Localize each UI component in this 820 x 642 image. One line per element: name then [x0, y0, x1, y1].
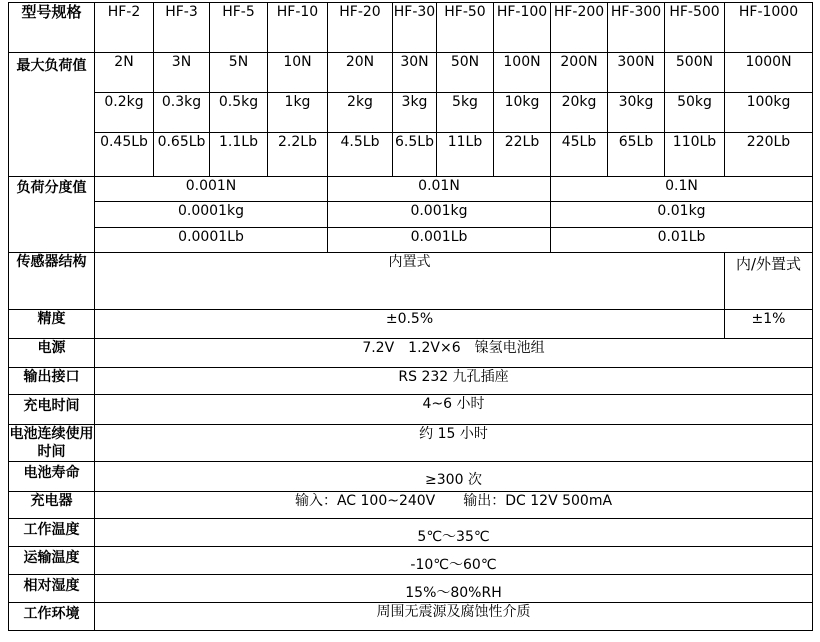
model-cell: HF-1000	[725, 3, 813, 53]
output-port-row	[9, 368, 813, 395]
battery-life-row	[9, 462, 813, 492]
max-load-cell: 1000N	[725, 53, 813, 93]
model-cell: HF-20	[328, 3, 393, 53]
resolution-cell: 0.01Lb	[551, 228, 813, 253]
resolution-kg-row	[9, 202, 813, 228]
model-cell: HF-10	[268, 3, 328, 53]
max-load-cell: 65Lb	[608, 133, 665, 177]
max-load-cell: 3kg	[393, 93, 437, 133]
model-cell: HF-200	[551, 3, 608, 53]
charger-row	[9, 492, 813, 519]
environment-row	[9, 603, 813, 631]
battery-life-value: ≥300 次	[95, 462, 813, 492]
max-load-cell: 3N	[154, 53, 210, 93]
max-load-cell: 2.2Lb	[268, 133, 328, 177]
max-load-lb-row	[9, 133, 813, 177]
max-load-cell: 500N	[665, 53, 725, 93]
max-load-cell: 0.45Lb	[95, 133, 154, 177]
max-load-cell: 5N	[210, 53, 268, 93]
accuracy-value: ±0.5%	[95, 310, 725, 339]
charge-time-value: 4~6 小时	[95, 395, 813, 425]
battery-use-label: 电池连续使用时间	[9, 426, 94, 460]
power-value: 7.2V 1.2V×6 镍氢电池组	[95, 339, 813, 368]
charger-value: 输入：AC 100~240V 输出：DC 12V 500mA	[95, 492, 813, 519]
accuracy-side-value: ±1%	[725, 310, 813, 339]
sensor-value: 内置式	[95, 253, 725, 310]
max-load-cell: 220Lb	[725, 133, 813, 177]
model-cell: HF-5	[210, 3, 268, 53]
transport-temp-row	[9, 547, 813, 575]
model-label: 型号规格	[9, 3, 95, 53]
max-load-cell: 100N	[494, 53, 551, 93]
sensor-row	[9, 253, 813, 310]
max-load-cell: 100kg	[725, 93, 813, 133]
max-load-cell: 22Lb	[494, 133, 551, 177]
max-load-cell: 1kg	[268, 93, 328, 133]
output-port-label: 输出接口	[9, 368, 95, 395]
max-load-cell: 20N	[328, 53, 393, 93]
model-cell: HF-100	[494, 3, 551, 53]
resolution-label: 负荷分度值	[9, 177, 95, 253]
max-load-cell: 6.5Lb	[393, 133, 437, 177]
max-load-newton-row	[9, 53, 813, 93]
max-load-cell: 30kg	[608, 93, 665, 133]
work-temp-row	[9, 519, 813, 547]
accuracy-row	[9, 310, 813, 339]
charge-time-label: 充电时间	[9, 395, 95, 425]
max-load-cell: 50N	[437, 53, 494, 93]
resolution-cell: 0.1N	[551, 177, 813, 202]
max-load-cell: 2kg	[328, 93, 393, 133]
resolution-lb-row	[9, 228, 813, 253]
battery-use-value: 约 15 小时	[95, 425, 813, 462]
model-cell: HF-2	[95, 3, 154, 53]
battery-use-row	[9, 425, 813, 462]
sensor-label: 传感器结构	[9, 253, 95, 310]
max-load-cell: 1.1Lb	[210, 133, 268, 177]
max-load-cell: 5kg	[437, 93, 494, 133]
max-load-cell: 0.3kg	[154, 93, 210, 133]
max-load-cell: 2N	[95, 53, 154, 93]
resolution-cell: 0.01kg	[551, 202, 813, 228]
max-load-cell: 200N	[551, 53, 608, 93]
max-load-cell: 0.65Lb	[154, 133, 210, 177]
max-load-cell: 11Lb	[437, 133, 494, 177]
power-row	[9, 339, 813, 368]
model-cell: HF-500	[665, 3, 725, 53]
humidity-row	[9, 575, 813, 603]
accuracy-label: 精度	[9, 310, 95, 339]
max-load-cell: 10N	[268, 53, 328, 93]
max-load-cell: 300N	[608, 53, 665, 93]
spec-table	[8, 2, 813, 631]
max-load-cell: 110Lb	[665, 133, 725, 177]
max-load-cell: 45Lb	[551, 133, 608, 177]
work-temp-label: 工作温度	[9, 519, 95, 547]
environment-label: 工作环境	[9, 603, 95, 631]
max-load-cell: 4.5Lb	[328, 133, 393, 177]
humidity-value: 15%～80%RH	[95, 575, 813, 603]
resolution-cell: 0.001N	[95, 177, 328, 202]
environment-value: 周围无震源及腐蚀性介质	[95, 603, 813, 631]
humidity-label: 相对湿度	[9, 575, 95, 603]
power-label: 电源	[9, 339, 95, 368]
max-load-label: 最大负荷值	[9, 53, 95, 177]
max-load-cell: 30N	[393, 53, 437, 93]
max-load-cell: 0.2kg	[95, 93, 154, 133]
resolution-cell: 0.001kg	[328, 202, 551, 228]
resolution-cell: 0.0001kg	[95, 202, 328, 228]
resolution-cell: 0.01N	[328, 177, 551, 202]
transport-temp-label: 运输温度	[9, 547, 95, 575]
charger-label: 充电器	[9, 492, 95, 519]
model-row	[9, 3, 813, 53]
model-cell: HF-300	[608, 3, 665, 53]
model-cell: HF-30	[393, 3, 437, 53]
max-load-cell: 0.5kg	[210, 93, 268, 133]
max-load-cell: 50kg	[665, 93, 725, 133]
resolution-cell: 0.001Lb	[328, 228, 551, 253]
transport-temp-value: -10℃～60℃	[95, 547, 813, 575]
work-temp-value: 5℃～35℃	[95, 519, 813, 547]
model-cell: HF-50	[437, 3, 494, 53]
resolution-cell: 0.0001Lb	[95, 228, 328, 253]
max-load-cell: 10kg	[494, 93, 551, 133]
sensor-side-value: 内/外置式	[725, 253, 813, 310]
battery-life-label: 电池寿命	[9, 462, 95, 492]
charge-time-row	[9, 395, 813, 425]
max-load-kg-row	[9, 93, 813, 133]
resolution-newton-row	[9, 177, 813, 202]
model-cell: HF-3	[154, 3, 210, 53]
max-load-cell: 20kg	[551, 93, 608, 133]
output-port-value: RS 232 九孔插座	[95, 368, 813, 395]
